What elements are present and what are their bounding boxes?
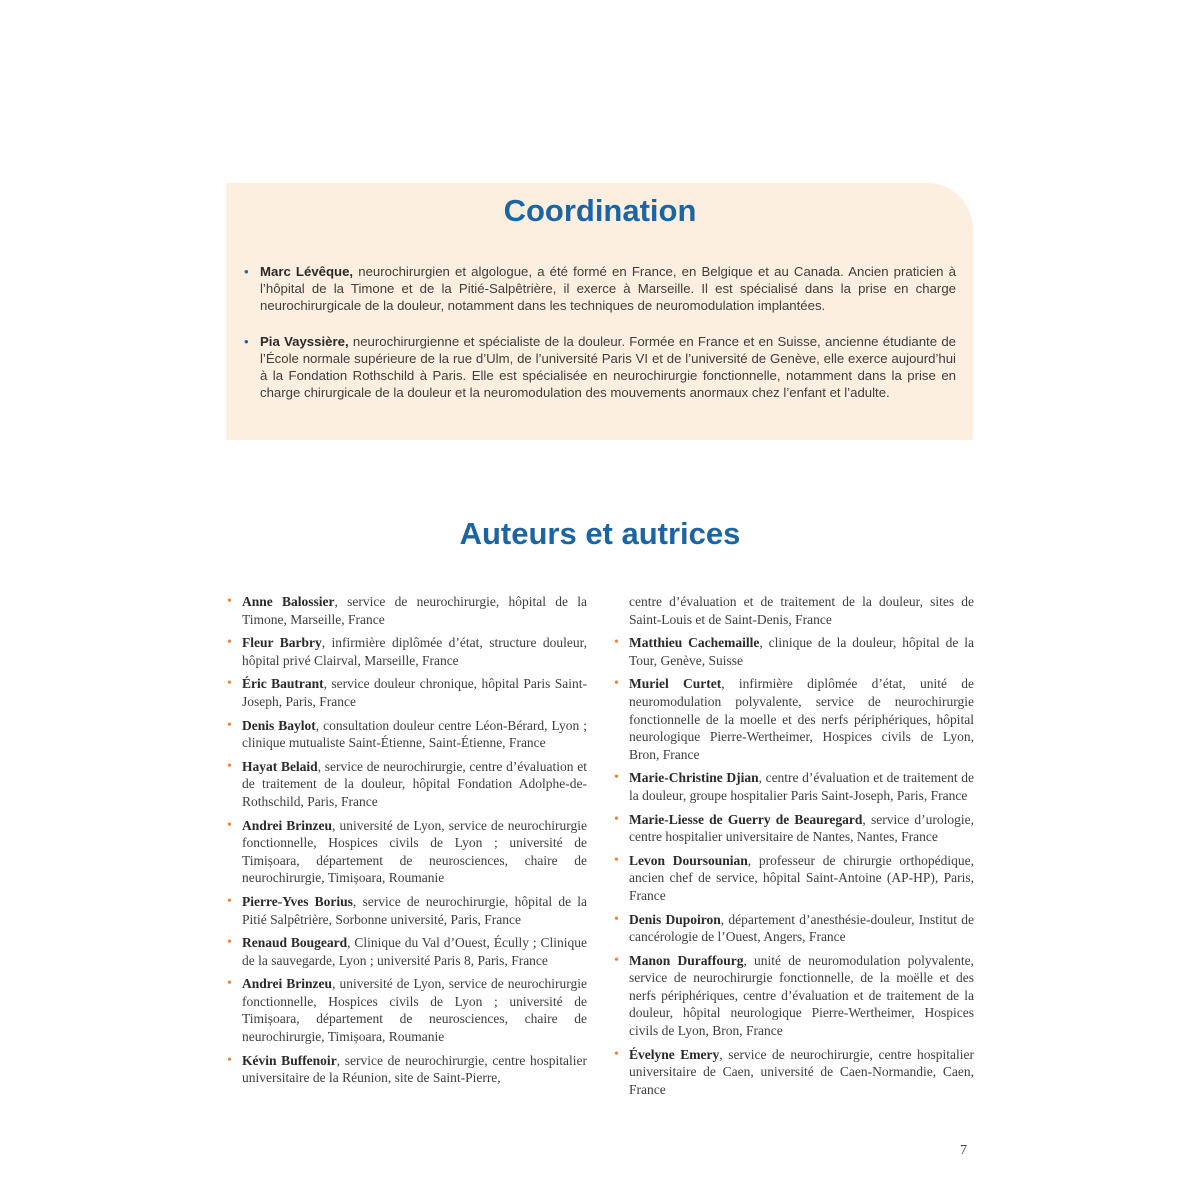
coordinator-entry [244,333,956,402]
author-affiliation: , service de neurochirurgie, centre hospitalier universitaire de Caen, université de Caen-Normandie, Caen, France [629,1046,974,1097]
author-entry [226,817,587,887]
author-entry [613,952,974,1040]
author-name: Hayat Belaid [242,758,318,774]
author-entry [226,593,587,628]
author-entry [613,852,974,905]
author-name: Denis Baylot [242,717,316,733]
author-entry [613,1046,974,1099]
author-name: Anne Balossier [242,594,335,609]
author-entry [613,911,974,946]
author-affiliation: , service de neurochirurgie, hôpital de la Pitié Salpêtrière, Sorbonne université, Paris, France [242,893,587,927]
coordinator-name: Marc Lévêque, [260,264,354,279]
coordination-list [244,263,956,419]
author-entry [226,1052,587,1087]
author-affiliation: , unité de neuromodulation polyvalente, service de neurochirurgie fonctionnelle, de la moëlle et des nerfs périphériques, centre d’évaluation et de traitement de la douleur, hôpital neurologique Pierre-Wertheimer, Hospices civils de Lyon, Bron, France [629,952,975,1039]
author-affiliation: , professeur de chirurgie orthopédique, ancien chef de service, hôpital Saint-Antoine (AP-HP), Paris, France [629,852,974,903]
author-affiliation: , consultation douleur centre Léon-Bérard, Lyon ; clinique mutualiste Saint-Étienne, Saint-Étienne, France [242,717,587,751]
author-name: Kévin Buffenoir [242,1052,337,1068]
author-name: Matthieu Cachemaille [629,635,760,651]
author-name: Levon Doursounian [629,852,748,868]
coordinator-name: Pia Vayssière, [260,333,349,349]
author-entry-continuation: centre d’évaluation et de traitement de la douleur, sites de Saint-Louis et de Saint-Denis, France [629,594,974,627]
author-name: Renaud Bougeard [242,935,348,951]
author-entry [226,893,587,928]
author-name: Marie-Liesse de Guerry de Beauregard [629,811,863,827]
author-name: Manon Duraffourg [629,952,744,968]
author-entry [613,769,974,804]
author-name: Denis Dupoiron [629,911,721,927]
author-entry [226,934,587,969]
coordinator-entry [244,263,956,315]
author-affiliation: , infirmière diplômée d’état, structure douleur, hôpital privé Clairval, Marseille, France [242,635,587,668]
author-name: Pierre-Yves Borius [242,893,353,909]
author-name: Muriel Curtet [629,676,722,692]
author-affiliation: , centre d’évaluation et de traitement de la douleur, groupe hospitalier Paris Saint-Joseph, Paris, France [629,770,974,803]
author-entry [613,634,974,669]
author-entry [613,675,974,763]
authors-title: Auteurs et autrices [459,516,741,551]
author-affiliation: , service de neurochirurgie, centre d’évaluation et de traitement de la douleur, hôpital Fondation Adolphe-de-Rothschild, Paris, France [242,758,587,809]
author-entry [226,634,587,669]
author-affiliation: , service d’urologie, centre hospitalier universitaire de Nantes, Nantes, France [629,811,974,845]
author-name: Marie-Christine Djian [629,770,759,786]
author-affiliation: , infirmière diplômée d’état, unité de neuromodulation polyvalente, service de neurochirurgie fonctionnelle de la moelle et des nerfs périphériques, hôpital neurologique Pierre-Wertheimer, Hospices civils de Lyon, Bron, France [629,676,974,762]
author-affiliation: , université de Lyon, service de neurochirurgie fonctionnelle, Hospices civils de Lyon ; université de Timișoara, département de neurosciences, chaire de neurochirurgie, Timișoara, Roumanie [242,976,587,1045]
authors-right-column [613,593,974,1104]
author-entry [226,758,587,811]
author-affiliation: , service de neurochirurgie, hôpital de la Timone, Marseille, France [242,594,587,627]
author-affiliation: , service douleur chronique, hôpital Paris Saint-Joseph, Paris, France [242,676,588,709]
author-name: Éric Bautrant [242,676,324,692]
author-name: Andrei Brinzeu [242,976,333,992]
author-entry [226,975,587,1045]
author-affiliation: , clinique de la douleur, hôpital de la Tour, Genève, Suisse [629,635,974,668]
author-name: Fleur Barbry [242,635,322,651]
author-name: Andrei Brinzeu [242,817,333,833]
coordinator-description: neurochirurgien et algologue, a été formé en France, en Belgique et au Canada. Ancien praticien à l’hôpital de la Timone et de la Pitié-Salpêtrière, il exerce à Marseille. Il est spécialisé dans la prise en charge neurochirurgicale de la douleur, notamment dans les techniques de neuromodulation implantées. [260,264,956,314]
author-name: Évelyne Emery [629,1046,720,1062]
author-entry [226,675,587,710]
coordination-title: Coordination [503,193,697,228]
page-number: 7 [960,1143,967,1158]
author-entry [226,717,587,752]
coordinator-description: neurochirurgienne et spécialiste de la douleur. Formée en France et en Suisse, ancienne étudiante de l’École normale supérieure de la rue d’Ulm, de l’université Paris VI et de l’université de Genève, elle exerce aujourd’hui à la Fondation Rothschild à Paris. Elle est spécialisée en neurochirurgie fonctionnelle, notamment dans la prise en charge chirurgicale de la douleur et la neuromodulation des mouvements anormaux chez l’enfant et l’adulte. [260,333,956,401]
author-affiliation: , département d’anesthésie-douleur, Institut de cancérologie de l’Ouest, Angers, France [629,911,974,945]
author-entry [613,811,974,846]
authors-left-column [226,593,587,1093]
author-affiliation: , service de neurochirurgie, centre hospitalier universitaire de la Réunion, site de Saint-Pierre, [242,1052,587,1086]
author-affiliation: , Clinique du Val d’Ouest, Écully ; Clinique de la sauvegarde, Lyon ; université Paris 8, Paris, France [242,935,587,968]
author-affiliation: , université de Lyon, service de neurochirurgie fonctionnelle, Hospices civils de Lyon ; université de Timișoara, département de neurosciences, chaire de neurochirurgie, Timișoara, Roumanie [242,817,587,886]
